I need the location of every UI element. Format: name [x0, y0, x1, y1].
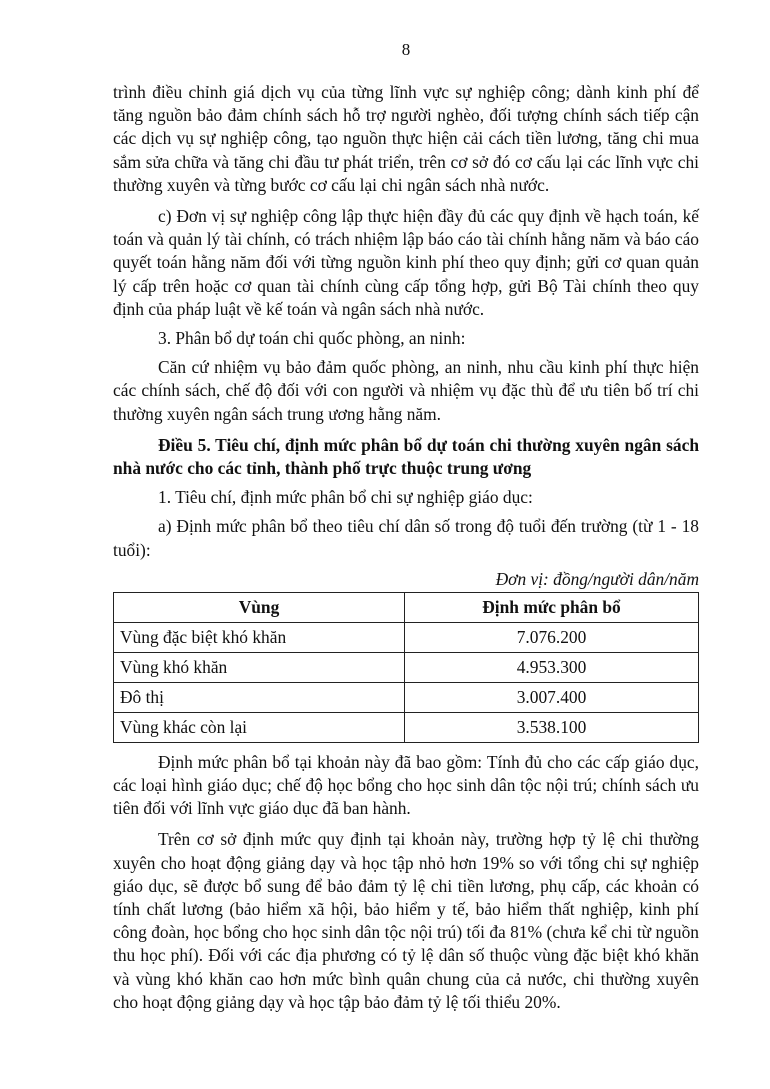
table-cell-value: 4.953.300	[405, 652, 699, 682]
clause-heading: 1. Tiêu chí, định mức phân bổ chi sự nghiệp giáo dục:	[158, 487, 533, 508]
section-heading: 3. Phân bổ dự toán chi quốc phòng, an ninh:	[158, 328, 466, 349]
page-number: 8	[401, 40, 411, 59]
paragraph: a) Định mức phân bổ theo tiêu chí dân số trong độ tuổi đến trường (từ 1 - 18 tuổi):	[113, 516, 699, 560]
table-cell-region: Vùng khó khăn	[114, 652, 405, 682]
table-cell-region: Vùng khác còn lại	[114, 712, 405, 742]
table-cell-value: 7.076.200	[405, 622, 699, 652]
table-row	[114, 682, 699, 712]
table-header-cell: Vùng	[114, 592, 405, 622]
table-row	[114, 652, 699, 682]
table-header-row	[114, 592, 699, 622]
table-cell-value: 3.007.400	[405, 682, 699, 712]
paragraph: trình điều chỉnh giá dịch vụ của từng lĩnh vực sự nghiệp công; dành kinh phí để tăng nguồn bảo đảm chính sách hỗ trợ người nghèo, đối tượng chính sách tiếp cận các dịch vụ sự nghiệp công, tạo nguồn thực hiện cải cách tiền lương, tăng chi mua sắm sửa chữa và tăng chi đầu tư phát triển, trên cơ sở đó cơ cấu lại các lĩnh vực chi thường xuyên và từng bước cơ cấu lại chi ngân sách nhà nước.	[113, 82, 699, 195]
paragraph: Định mức phân bổ tại khoản này đã bao gồm: Tính đủ cho các cấp giáo dục, các loại hình giáo dục; chế độ học bổng cho học sinh dân tộc nội trú; chính sách ưu tiên đối với lĩnh vực giáo dục đã ban hành.	[113, 751, 699, 819]
paragraph: Trên cơ sở định mức quy định tại khoản này, trường hợp tỷ lệ chi thường xuyên cho hoạt động giảng dạy và học tập nhỏ hơn 19% so với tổng chi sự nghiệp giáo dục, sẽ được bổ sung để bảo đảm tỷ lệ chi tiền lương, phụ cấp, các khoản có tính chất lương (bảo hiểm xã hội, bảo hiểm y tế, bảo hiểm thất nghiệp, kinh phí công đoàn, học bổng cho học sinh dân tộc nội trú) tối đa 81% (chưa kể chi từ nguồn thu học phí). Đối với các địa phương có tỷ lệ dân số thuộc vùng đặc biệt khó khăn và vùng khó khăn cao hơn mức bình quân chung của cả nước, chi thường xuyên cho hoạt động giảng dạy và học tập bảo đảm tỷ lệ tối thiểu 20%.	[113, 829, 699, 1012]
table-header-cell: Định mức phân bổ	[405, 592, 699, 622]
paragraph: Căn cứ nhiệm vụ bảo đảm quốc phòng, an ninh, nhu cầu kinh phí thực hiện các chính sách, chế độ đối với con người và nhiệm vụ đặc thù để ưu tiên bố trí chi thường xuyên ngân sách trung ương hằng năm.	[113, 357, 699, 424]
paragraph: c) Đơn vị sự nghiệp công lập thực hiện đầy đủ các quy định về hạch toán, kế toán và quản lý tài chính, có trách nhiệm lập báo cáo tài chính hằng năm và báo cáo quyết toán hằng năm đối với từng nguồn kinh phí theo quy định; gửi cơ quan quản lý cấp trên hoặc cơ quan tài chính cùng cấp tổng hợp, gửi Bộ Tài chính theo quy định của pháp luật về kế toán và ngân sách nhà nước.	[113, 206, 699, 319]
document-page	[113, 40, 699, 1014]
table-cell-region: Vùng đặc biệt khó khăn	[114, 622, 405, 652]
table-cell-region: Đô thị	[114, 682, 405, 712]
article-heading: Điều 5. Tiêu chí, định mức phân bổ dự toán chi thường xuyên ngân sách nhà nước cho các tỉnh, thành phố trực thuộc trung ương	[113, 434, 699, 479]
unit-note: Đơn vị: đồng/người dân/năm	[495, 568, 699, 589]
allocation-table	[113, 592, 699, 743]
table-row	[114, 712, 699, 742]
table-row	[114, 622, 699, 652]
table-cell-value: 3.538.100	[405, 712, 699, 742]
